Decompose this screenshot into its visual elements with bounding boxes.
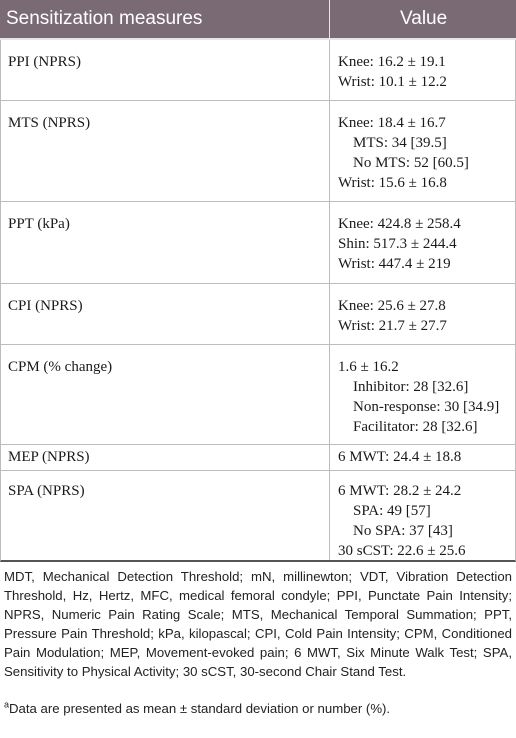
value-cell bbox=[338, 296, 512, 336]
value-cell bbox=[338, 357, 512, 437]
value-cell bbox=[338, 481, 512, 561]
value-line: 6 MWT: 24.4 ± 18.8 bbox=[338, 449, 462, 465]
measure-cell: PPI (NPRS) bbox=[8, 54, 81, 70]
table-row-mep bbox=[0, 445, 516, 471]
table-body bbox=[0, 40, 516, 562]
note-text: Data are presented as mean ± standard deviation or number (%). bbox=[9, 701, 391, 716]
value-line: Wrist: 21.7 ± 27.7 bbox=[338, 318, 447, 334]
value-line: 6 MWT: 28.2 ± 24.2 bbox=[338, 483, 462, 499]
value-line: Wrist: 15.6 ± 16.8 bbox=[338, 175, 447, 191]
value-line: Knee: 18.4 ± 16.7 bbox=[338, 115, 446, 131]
value-line: SPA: 49 [57] bbox=[353, 503, 431, 519]
value-cell bbox=[338, 214, 512, 274]
value-line: Knee: 424.8 ± 258.4 bbox=[338, 216, 461, 232]
value-line: No SPA: 37 [43] bbox=[353, 523, 453, 539]
table-row-ppt bbox=[0, 202, 516, 284]
value-line: Facilitator: 28 [32.6] bbox=[353, 419, 478, 435]
header-value: Value bbox=[400, 8, 448, 29]
table-row-cpi bbox=[0, 284, 516, 345]
measure-cell: CPM (% change) bbox=[8, 359, 113, 375]
table-row-spa bbox=[0, 471, 516, 562]
measure-cell: MEP (NPRS) bbox=[8, 449, 90, 465]
value-line: Knee: 25.6 ± 27.8 bbox=[338, 298, 446, 314]
value-cell bbox=[338, 447, 512, 467]
measure-cell: SPA (NPRS) bbox=[8, 483, 85, 499]
value-line: No MTS: 52 [60.5] bbox=[353, 155, 469, 171]
measure-cell: CPI (NPRS) bbox=[8, 298, 83, 314]
abbreviations-footnote: MDT, Mechanical Detection Threshold; mN, millinewton; VDT, Vibration Detection Threshold, Hz, Hertz, MFC, medical femoral condyle; PPI, Punctate Pain Intensity; NPRS, Numeric Pain Rating Scale; MTS, Mechanical Temporal Summation; PPT, Pressure Pain Threshold; kPa, kilopascal; CPI, Cold Pain Intensity; CPM, Conditioned Pain Modulation; MEP, Movement-evoked pain; 6 MWT, Six Minute Walk Test; SPA, Sensitivity to Physical Activity; 30 sCST, 30-second Chair Stand Test. bbox=[4, 569, 512, 679]
value-line: Non-response: 30 [34.9] bbox=[353, 399, 500, 415]
table-row-mts bbox=[0, 101, 516, 202]
value-line: Shin: 517.3 ± 244.4 bbox=[338, 236, 457, 252]
value-cell bbox=[338, 52, 512, 92]
measure-cell: PPT (kPa) bbox=[8, 216, 70, 232]
value-line: MTS: 34 [39.5] bbox=[353, 135, 447, 151]
table-header bbox=[0, 0, 516, 40]
table-row-cpm bbox=[0, 345, 516, 445]
value-line: Inhibitor: 28 [32.6] bbox=[353, 379, 469, 395]
value-line: Knee: 16.2 ± 19.1 bbox=[338, 54, 446, 70]
note-marker: a bbox=[4, 699, 10, 710]
header-measure: Sensitization measures bbox=[6, 8, 203, 29]
value-line: Wrist: 10.1 ± 12.2 bbox=[338, 74, 447, 90]
measure-cell: MTS (NPRS) bbox=[8, 115, 91, 131]
table-note bbox=[4, 700, 512, 718]
value-line: 30 sCST: 22.6 ± 25.6 bbox=[338, 543, 466, 559]
value-line: 1.6 ± 16.2 bbox=[338, 359, 399, 375]
table-row-ppi bbox=[0, 40, 516, 101]
header-divider bbox=[329, 0, 330, 40]
value-cell bbox=[338, 113, 512, 193]
value-line: Wrist: 447.4 ± 219 bbox=[338, 256, 451, 272]
